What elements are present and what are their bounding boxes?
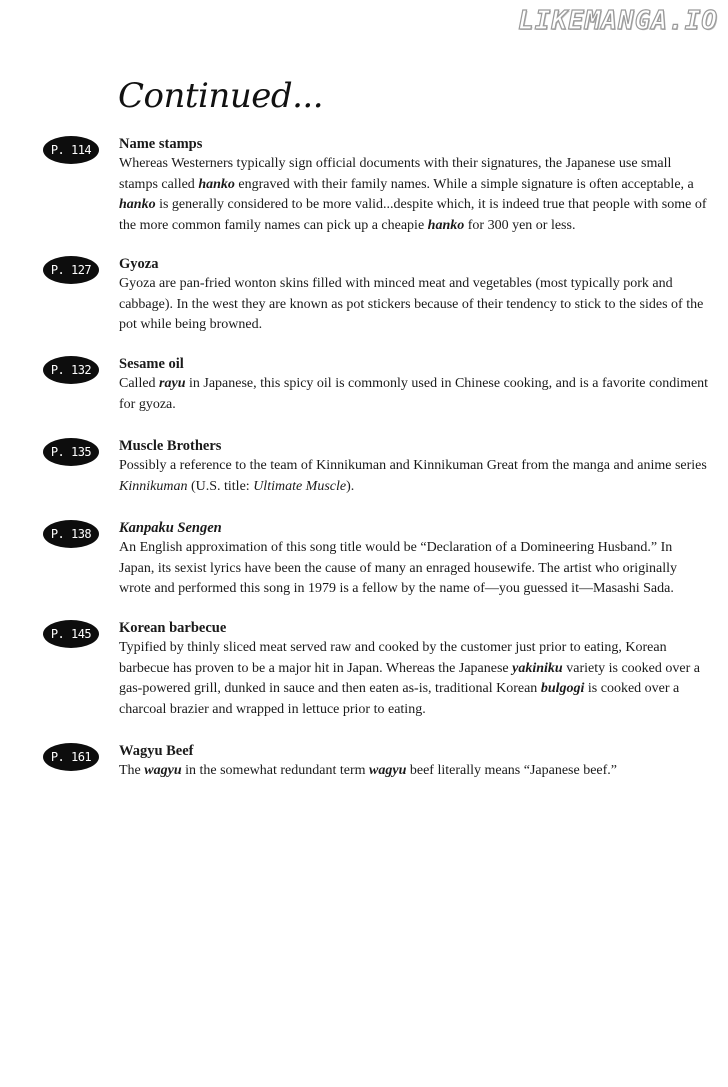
entry-description: An English approximation of this song title would be “Declaration of a Domineering Husband.” In Japan, its sexist lyrics have been the cause of many an enraged housewife. The artist who originally wrote and performed this song in 1979 is a fellow by the name of—you guessed it—Masashi Sada. bbox=[119, 540, 678, 597]
entry-title: Kanpaku Sengen bbox=[119, 520, 222, 536]
entry-title: Muscle Brothers bbox=[119, 438, 222, 454]
page-number-badge: P. 114 bbox=[43, 136, 99, 164]
page-number-badge: P. 161 bbox=[43, 743, 99, 771]
glossary-list bbox=[0, 134, 728, 801]
glossary-entry bbox=[0, 354, 728, 436]
entry-title: Name stamps bbox=[119, 136, 203, 152]
glossary-entry bbox=[0, 134, 728, 254]
entry-title: Sesame oil bbox=[119, 356, 184, 372]
entry-description: Called rayu in Japanese, this spicy oil is commonly used in Chinese cooking, and is a favorite condiment for gyoza. bbox=[119, 376, 709, 412]
glossary-entry bbox=[0, 436, 728, 518]
page-number-badge: P. 132 bbox=[43, 356, 99, 384]
entry-title: Wagyu Beef bbox=[119, 743, 194, 759]
glossary-entry bbox=[0, 518, 728, 618]
page-number-badge: P. 145 bbox=[43, 620, 99, 648]
entry-description: The wagyu in the somewhat redundant term wagyu beef literally means “Japanese beef.” bbox=[119, 763, 618, 778]
site-watermark: LIKEMANGA.IO bbox=[518, 6, 718, 36]
glossary-entry bbox=[0, 618, 728, 741]
entry-description: Whereas Westerners typically sign official documents with their signatures, the Japanese use small stamps called hanko engraved with their family names. While a simple signature is often acceptable, a hanko is generally considered to be more valid...despite which, it is indeed true that people with some of the more common family names can pick up a cheapie hanko for 300 yen or less. bbox=[119, 156, 707, 233]
entry-description: Typified by thinly sliced meat served raw and cooked by the customer just prior to eating, Korean barbecue has proven to be a major hit in Japan. Whereas the Japanese yakiniku variety is cooked over a gas-powered grill, dunked in sauce and then eaten as-is, traditional Korean bulgogi is cooked over a charcoal brazier and wrapped in lettuce prior to eating. bbox=[119, 640, 700, 717]
page-number-badge: P. 138 bbox=[43, 520, 99, 548]
glossary-entry bbox=[0, 254, 728, 354]
glossary-entry bbox=[0, 741, 728, 801]
entry-title: Korean barbecue bbox=[119, 620, 227, 636]
entry-title: Gyoza bbox=[119, 256, 159, 272]
entry-description: Possibly a reference to the team of Kinnikuman and Kinnikuman Great from the manga and anime series Kinnikuman (U.S. title: Ultimate Muscle). bbox=[119, 458, 707, 494]
page-number-badge: P. 135 bbox=[43, 438, 99, 466]
entry-description: Gyoza are pan-fried wonton skins filled with minced meat and vegetables (most typically pork and cabbage). In the west they are known as pot stickers because of their tendency to stick to the sides of the pot while being browned. bbox=[119, 276, 704, 333]
page-heading: Continued... bbox=[118, 76, 324, 116]
page-number-badge: P. 127 bbox=[43, 256, 99, 284]
